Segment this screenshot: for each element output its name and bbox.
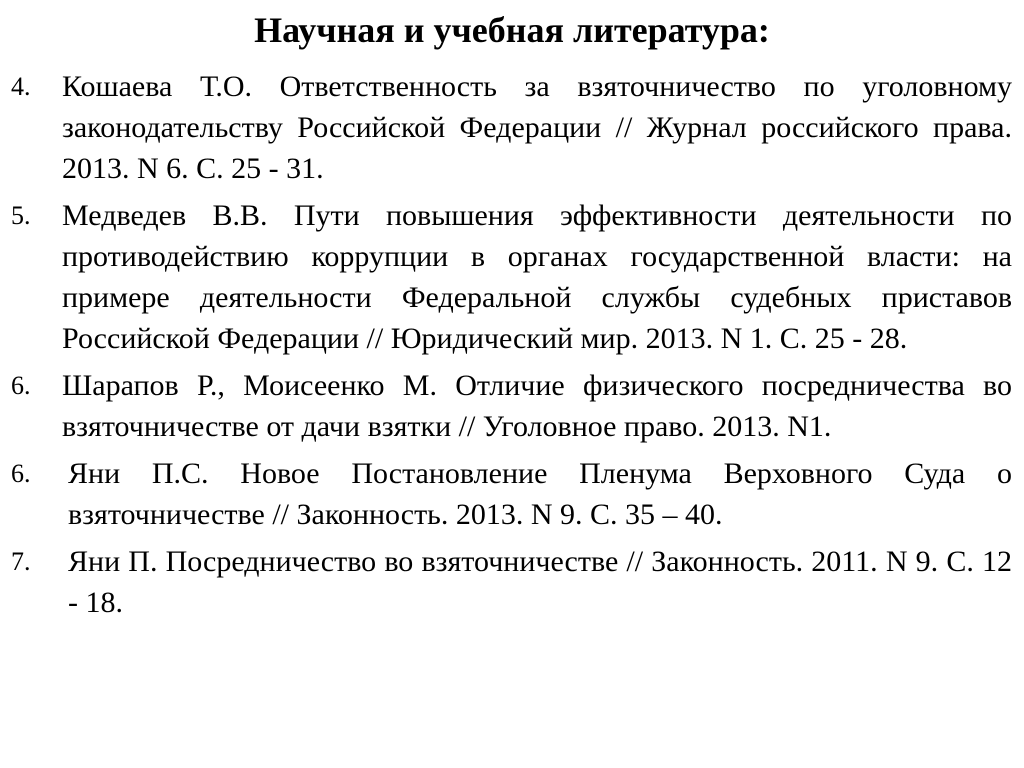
reference-item	[0, 195, 1024, 359]
reference-number: 6.	[11, 371, 31, 400]
slide-title: Научная и учебная литература:	[254, 10, 770, 50]
reference-text: Яни П. Посредничество во взяточничестве // Законность. 2011. N 9. С. 12 - 18.	[68, 545, 1012, 619]
reference-item	[0, 365, 1024, 447]
reference-number: 5.	[11, 201, 31, 230]
reference-number: 4.	[11, 72, 31, 101]
reference-list	[0, 66, 1024, 629]
reference-text: Шарапов Р., Моисеенко М. Отличие физического посредничества во взяточничестве от дачи взятки // Уголовное право. 2013. N1.	[62, 369, 1012, 443]
reference-number: 6.	[11, 459, 31, 488]
reference-text: Кошаева Т.О. Ответственность за взяточничество по уголовному законодательству Российской Федерации // Журнал российского права. 2013. N 6. С. 25 - 31.	[62, 70, 1012, 185]
reference-text: Медведев В.В. Пути повышения эффективности деятельности по противодействию коррупции в органах государственной власти: на примере деятельности Федеральной службы судебных приставов Российской Федерации // Юридический мир. 2013. N 1. С. 25 - 28.	[62, 199, 1012, 355]
reference-item	[0, 453, 1024, 535]
reference-item	[0, 66, 1024, 189]
reference-item	[0, 541, 1024, 623]
reference-text: Яни П.С. Новое Постановление Пленума Верховного Суда о взяточничестве // Законность. 2013. N 9. С. 35 – 40.	[68, 457, 1012, 531]
reference-number: 7.	[11, 547, 31, 576]
